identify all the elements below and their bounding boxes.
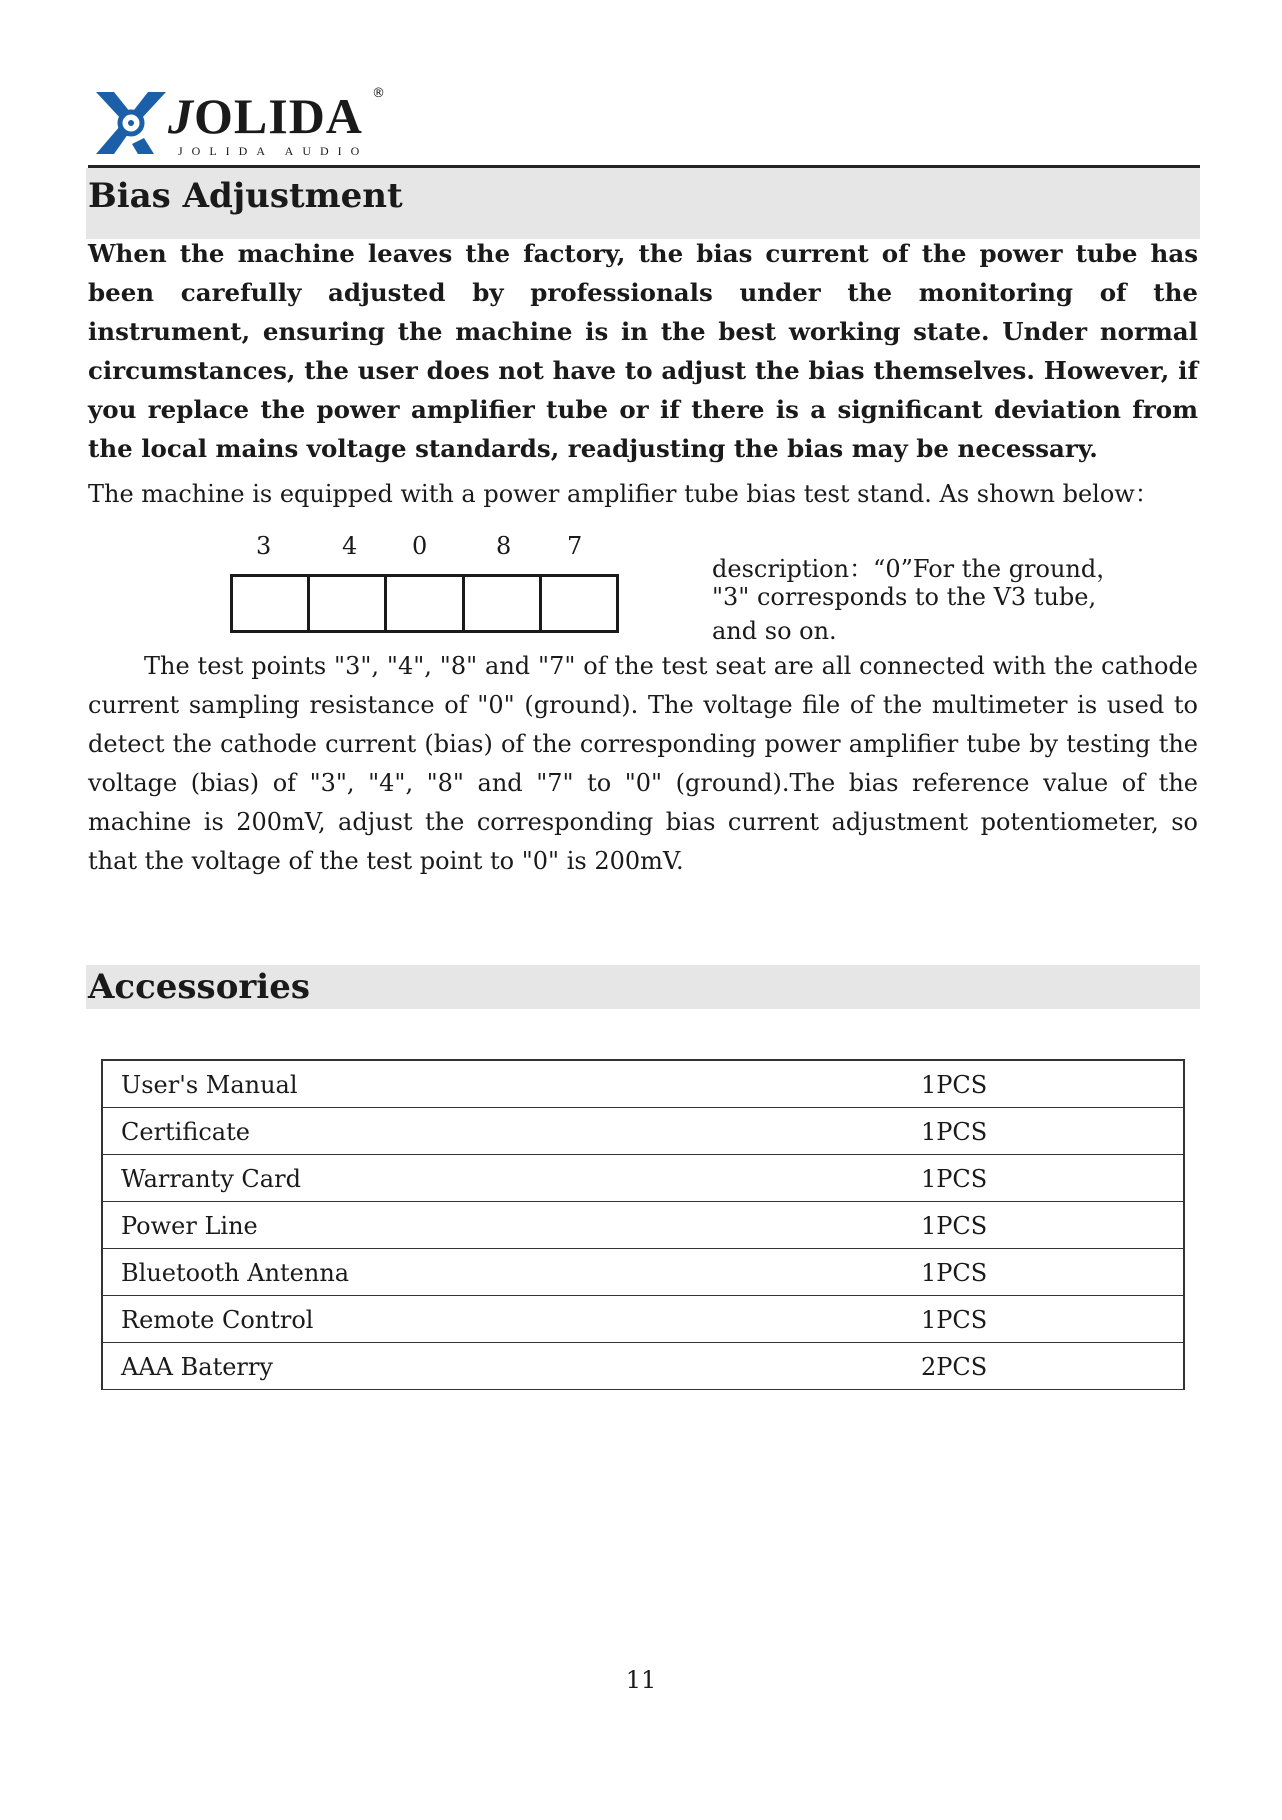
test-cell	[542, 577, 616, 630]
test-point-label: 0	[412, 532, 428, 560]
item-name: User's Manual	[102, 1060, 921, 1108]
test-point-label: 3	[256, 532, 272, 560]
table-row	[102, 1296, 1184, 1343]
test-cell	[310, 577, 387, 630]
table-row	[102, 1249, 1184, 1296]
test-cell	[465, 577, 542, 630]
registered-mark: ®	[372, 86, 385, 101]
stand-line: The machine is equipped with a power amplifier tube bias test stand. As shown below：	[88, 480, 1159, 508]
test-point-label: 7	[567, 532, 583, 560]
page-number: 11	[625, 1666, 657, 1694]
accessories-table	[101, 1059, 1185, 1390]
test-stand-diagram	[230, 574, 619, 633]
table-row	[102, 1202, 1184, 1249]
bias-heading: Bias Adjustment	[86, 168, 1200, 239]
item-qty: 1PCS	[921, 1155, 1184, 1202]
table-row	[102, 1155, 1184, 1202]
test-point-label: 4	[342, 532, 358, 560]
logo-wordmark: OLIDA	[194, 88, 363, 144]
item-qty: 1PCS	[921, 1249, 1184, 1296]
item-name: Bluetooth Antenna	[102, 1249, 921, 1296]
logo-subtitle: JOLIDA AUDIO	[178, 144, 369, 158]
test-point-label: 8	[496, 532, 512, 560]
test-cell	[387, 577, 464, 630]
jolida-logo-mark-icon	[94, 88, 168, 158]
table-row	[102, 1108, 1184, 1155]
table-row	[102, 1343, 1184, 1390]
item-qty: 1PCS	[921, 1296, 1184, 1343]
item-name: Warranty Card	[102, 1155, 921, 1202]
item-name: Remote Control	[102, 1296, 921, 1343]
item-qty: 1PCS	[921, 1108, 1184, 1155]
bias-paragraph: The test points "3", "4", "8" and "7" of the test seat are all connected with the cathode current sampling resistance of "0" (ground). The voltage file of the multimeter is used to detect the cathode current (bias) of the corresponding power amplifier tube by testing the voltage (bias) of "3", "4", "8" and "7" to "0" (ground).The bias reference value of the machine is 200mV, adjust the corresponding bias current adjustment potentiometer, so that the voltage of the test point to "0" is 200mV.	[88, 652, 1198, 875]
description-line: and so on.	[712, 617, 837, 645]
test-cell	[233, 577, 310, 630]
item-qty: 1PCS	[921, 1060, 1184, 1108]
item-name: Certificate	[102, 1108, 921, 1155]
table-row	[102, 1060, 1184, 1108]
description-line: "3" corresponds to the V3 tube,	[712, 583, 1097, 611]
bias-intro: When the machine leaves the factory, the bias current of the power tube has been carefully adjusted by professionals under the monitoring of the instrument, ensuring the machine is in the best working state. Under normal circumstances, the user does not have to adjust the bias themselves. However, if you replace the power amplifier tube or if there is a significant deviation from the local mains voltage standards, readjusting the bias may be necessary.	[88, 239, 1198, 463]
description-line: description：“0”For the ground，	[712, 555, 1121, 583]
item-qty: 2PCS	[921, 1343, 1184, 1390]
accessories-heading: Accessories	[86, 965, 1200, 1009]
test-point-labels	[232, 532, 632, 562]
item-name: Power Line	[102, 1202, 921, 1249]
jolida-logo: JOLIDA ® JOLIDA AUDIO	[94, 88, 394, 164]
item-name: AAA Baterry	[102, 1343, 921, 1390]
item-qty: 1PCS	[921, 1202, 1184, 1249]
